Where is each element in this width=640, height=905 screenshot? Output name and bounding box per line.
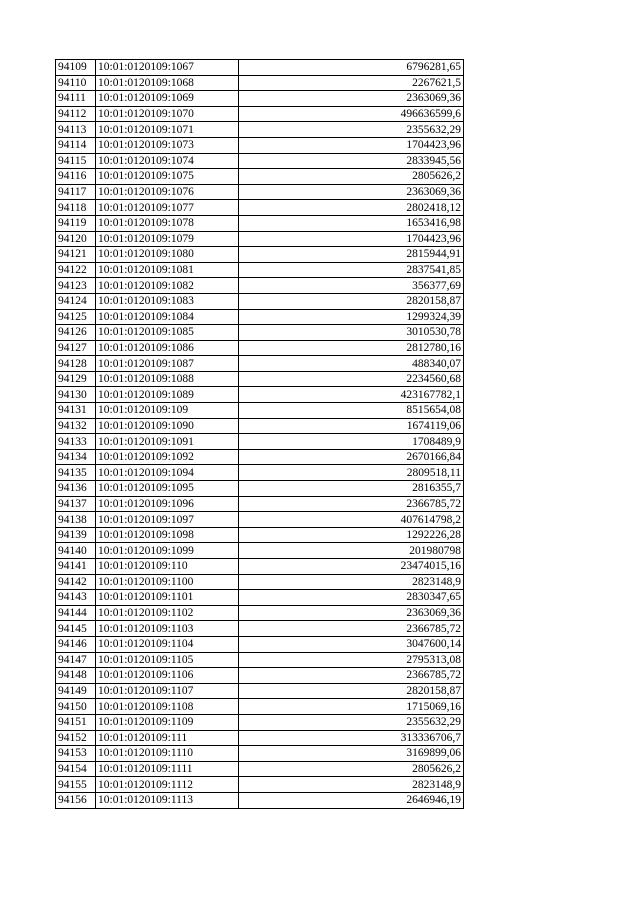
cadastral-number-cell: 10:01:0120109:1110 [96,746,239,762]
row-number-cell: 94143 [56,590,96,606]
table-row [56,512,464,528]
value-cell: 1708489,9 [239,434,464,450]
table-row [56,683,464,699]
value-cell: 2805626,2 [239,761,464,777]
table-row [56,746,464,762]
row-number-cell: 94135 [56,465,96,481]
table-row [56,122,464,138]
value-cell: 2837541,85 [239,262,464,278]
cadastral-number-cell: 10:01:0120109:1079 [96,231,239,247]
value-cell: 2646946,19 [239,792,464,808]
value-cell: 313336706,7 [239,730,464,746]
cadastral-number-cell: 10:01:0120109:1074 [96,153,239,169]
row-number-cell: 94149 [56,683,96,699]
row-number-cell: 94137 [56,496,96,512]
row-number-cell: 94119 [56,215,96,231]
row-number-cell: 94118 [56,200,96,216]
cadastral-number-cell: 10:01:0120109:1099 [96,543,239,559]
value-cell: 1704423,96 [239,137,464,153]
table-row [56,605,464,621]
table-row [56,387,464,403]
row-number-cell: 94150 [56,699,96,715]
cadastral-number-cell: 10:01:0120109:1086 [96,340,239,356]
value-cell: 2833945,56 [239,153,464,169]
row-number-cell: 94109 [56,60,96,76]
cadastral-number-cell: 10:01:0120109:1077 [96,200,239,216]
cadastral-number-cell: 10:01:0120109:1106 [96,668,239,684]
row-number-cell: 94132 [56,418,96,434]
row-number-cell: 94134 [56,449,96,465]
row-number-cell: 94141 [56,559,96,575]
row-number-cell: 94116 [56,169,96,185]
row-number-cell: 94110 [56,75,96,91]
table-row [56,777,464,793]
table-row [56,60,464,76]
cadastral-number-cell: 10:01:0120109:1081 [96,262,239,278]
value-cell: 2234560,68 [239,371,464,387]
row-number-cell: 94156 [56,792,96,808]
table-row [56,371,464,387]
cadastral-number-cell: 10:01:0120109:1101 [96,590,239,606]
cadastral-number-cell: 10:01:0120109:1080 [96,247,239,263]
cadastral-number-cell: 10:01:0120109:110 [96,559,239,575]
table-row [56,730,464,746]
table-row [56,559,464,575]
cadastral-number-cell: 10:01:0120109:1102 [96,605,239,621]
table-row [56,91,464,107]
table-row [56,636,464,652]
cadastral-number-cell: 10:01:0120109:111 [96,730,239,746]
row-number-cell: 94131 [56,403,96,419]
table-row [56,215,464,231]
table-row [56,278,464,294]
value-cell: 6796281,65 [239,60,464,76]
row-number-cell: 94152 [56,730,96,746]
value-cell: 2805626,2 [239,169,464,185]
row-number-cell: 94153 [56,746,96,762]
value-cell: 2820158,87 [239,293,464,309]
cadastral-number-cell: 10:01:0120109:1087 [96,356,239,372]
cadastral-number-cell: 10:01:0120109:1090 [96,418,239,434]
cadastral-number-cell: 10:01:0120109:1073 [96,137,239,153]
cadastral-number-cell: 10:01:0120109:1075 [96,169,239,185]
table-row [56,496,464,512]
value-cell: 488340,07 [239,356,464,372]
row-number-cell: 94121 [56,247,96,263]
table-row [56,714,464,730]
row-number-cell: 94111 [56,91,96,107]
row-number-cell: 94144 [56,605,96,621]
cadastral-number-cell: 10:01:0120109:1109 [96,714,239,730]
cadastral-number-cell: 10:01:0120109:1068 [96,75,239,91]
row-number-cell: 94138 [56,512,96,528]
value-cell: 1674119,06 [239,418,464,434]
table-row [56,668,464,684]
value-cell: 23474015,16 [239,559,464,575]
value-cell: 1715069,16 [239,699,464,715]
table-row [56,621,464,637]
row-number-cell: 94140 [56,543,96,559]
row-number-cell: 94129 [56,371,96,387]
table-row [56,309,464,325]
value-cell: 2816355,7 [239,481,464,497]
table-row [56,527,464,543]
cadastral-number-cell: 10:01:0120109:1083 [96,293,239,309]
table-row [56,543,464,559]
row-number-cell: 94151 [56,714,96,730]
cadastral-number-cell: 10:01:0120109:1105 [96,652,239,668]
cadastral-number-cell: 10:01:0120109:1107 [96,683,239,699]
cadastral-number-cell: 10:01:0120109:1112 [96,777,239,793]
table-row [56,590,464,606]
table-row [56,231,464,247]
cadastral-value-table [55,59,464,809]
table-row [56,153,464,169]
cadastral-number-cell: 10:01:0120109:109 [96,403,239,419]
value-cell: 2809518,11 [239,465,464,481]
cadastral-number-cell: 10:01:0120109:1088 [96,371,239,387]
value-cell: 2830347,65 [239,590,464,606]
row-number-cell: 94148 [56,668,96,684]
row-number-cell: 94155 [56,777,96,793]
value-cell: 2795313,08 [239,652,464,668]
table-body [56,60,464,809]
value-cell: 3169899,06 [239,746,464,762]
cadastral-number-cell: 10:01:0120109:1071 [96,122,239,138]
cadastral-number-cell: 10:01:0120109:1103 [96,621,239,637]
cadastral-number-cell: 10:01:0120109:1085 [96,325,239,341]
table-row [56,262,464,278]
cadastral-number-cell: 10:01:0120109:1100 [96,574,239,590]
cadastral-number-cell: 10:01:0120109:1082 [96,278,239,294]
cadastral-number-cell: 10:01:0120109:1094 [96,465,239,481]
cadastral-number-cell: 10:01:0120109:1078 [96,215,239,231]
value-cell: 496636599,6 [239,106,464,122]
value-cell: 2820158,87 [239,683,464,699]
cadastral-number-cell: 10:01:0120109:1089 [96,387,239,403]
row-number-cell: 94139 [56,527,96,543]
value-cell: 3010530,78 [239,325,464,341]
row-number-cell: 94117 [56,184,96,200]
cadastral-number-cell: 10:01:0120109:1108 [96,699,239,715]
row-number-cell: 94145 [56,621,96,637]
row-number-cell: 94130 [56,387,96,403]
row-number-cell: 94142 [56,574,96,590]
cadastral-number-cell: 10:01:0120109:1092 [96,449,239,465]
cadastral-number-cell: 10:01:0120109:1091 [96,434,239,450]
value-cell: 2355632,29 [239,714,464,730]
table-row [56,699,464,715]
row-number-cell: 94125 [56,309,96,325]
row-number-cell: 94127 [56,340,96,356]
value-cell: 3047600,14 [239,636,464,652]
cadastral-number-cell: 10:01:0120109:1113 [96,792,239,808]
value-cell: 2366785,72 [239,668,464,684]
cadastral-number-cell: 10:01:0120109:1096 [96,496,239,512]
row-number-cell: 94120 [56,231,96,247]
cadastral-number-cell: 10:01:0120109:1084 [96,309,239,325]
cadastral-number-cell: 10:01:0120109:1067 [96,60,239,76]
value-cell: 2363069,36 [239,91,464,107]
row-number-cell: 94128 [56,356,96,372]
cadastral-number-cell: 10:01:0120109:1095 [96,481,239,497]
row-number-cell: 94114 [56,137,96,153]
cadastral-number-cell: 10:01:0120109:1104 [96,636,239,652]
table-row [56,293,464,309]
value-cell: 2355632,29 [239,122,464,138]
cadastral-number-cell: 10:01:0120109:1070 [96,106,239,122]
table-row [56,137,464,153]
table-row [56,574,464,590]
value-cell: 356377,69 [239,278,464,294]
cadastral-number-cell: 10:01:0120109:1097 [96,512,239,528]
value-cell: 2366785,72 [239,621,464,637]
row-number-cell: 94154 [56,761,96,777]
table-row [56,200,464,216]
table-row [56,106,464,122]
value-cell: 2363069,36 [239,184,464,200]
value-cell: 2363069,36 [239,605,464,621]
row-number-cell: 94123 [56,278,96,294]
row-number-cell: 94136 [56,481,96,497]
table-row [56,761,464,777]
value-cell: 2670166,84 [239,449,464,465]
table-row [56,434,464,450]
cadastral-number-cell: 10:01:0120109:1098 [96,527,239,543]
value-cell: 2815944,91 [239,247,464,263]
value-cell: 407614798,2 [239,512,464,528]
table-row [56,418,464,434]
table-row [56,792,464,808]
row-number-cell: 94124 [56,293,96,309]
table-row [56,169,464,185]
table-row [56,449,464,465]
value-cell: 423167782,1 [239,387,464,403]
table-row [56,403,464,419]
table-row [56,356,464,372]
table-row [56,75,464,91]
table-row [56,481,464,497]
row-number-cell: 94112 [56,106,96,122]
row-number-cell: 94113 [56,122,96,138]
row-number-cell: 94146 [56,636,96,652]
value-cell: 2267621,5 [239,75,464,91]
value-cell: 1299324,39 [239,309,464,325]
value-cell: 1704423,96 [239,231,464,247]
value-cell: 2823148,9 [239,777,464,793]
table-row [56,247,464,263]
value-cell: 201980798 [239,543,464,559]
table-row [56,652,464,668]
value-cell: 1292226,28 [239,527,464,543]
row-number-cell: 94115 [56,153,96,169]
row-number-cell: 94126 [56,325,96,341]
cadastral-number-cell: 10:01:0120109:1076 [96,184,239,200]
value-cell: 2366785,72 [239,496,464,512]
row-number-cell: 94147 [56,652,96,668]
table-row [56,465,464,481]
value-cell: 8515654,08 [239,403,464,419]
cadastral-number-cell: 10:01:0120109:1069 [96,91,239,107]
value-cell: 2812780,16 [239,340,464,356]
row-number-cell: 94133 [56,434,96,450]
table-row [56,325,464,341]
value-cell: 2802418,12 [239,200,464,216]
value-cell: 1653416,98 [239,215,464,231]
value-cell: 2823148,9 [239,574,464,590]
table-row [56,184,464,200]
row-number-cell: 94122 [56,262,96,278]
table-row [56,340,464,356]
cadastral-number-cell: 10:01:0120109:1111 [96,761,239,777]
